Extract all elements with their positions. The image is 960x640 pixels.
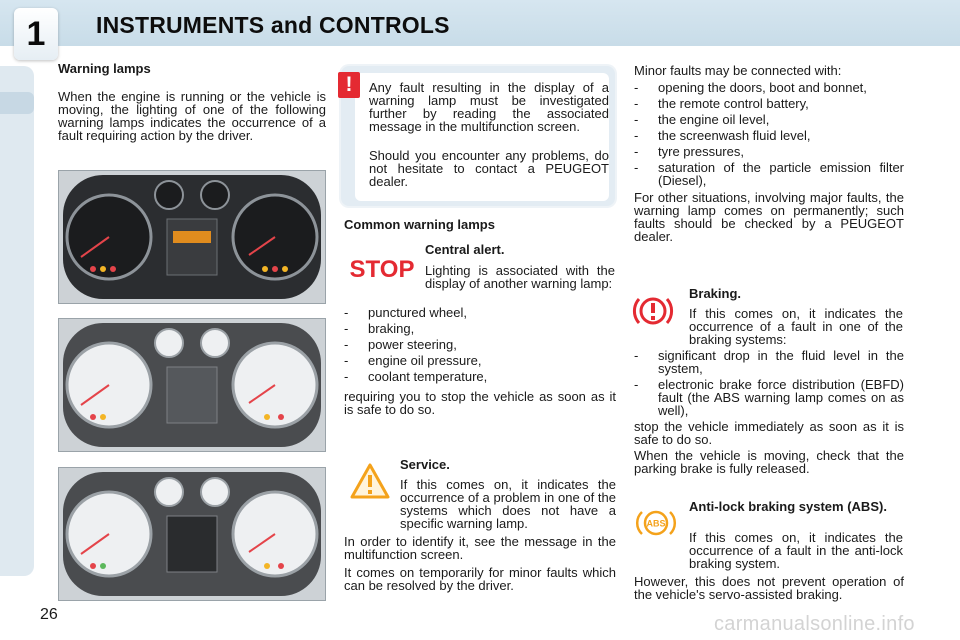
abs-paragraph-2: However, this does not prevent operation of the vehicle's servo-assisted braking.	[634, 574, 904, 602]
list-item: - power steering,	[344, 337, 457, 352]
brake-warning-icon	[632, 291, 674, 336]
list-item: - braking,	[344, 321, 415, 336]
list-item: - significant drop in the fluid level in the system,	[634, 348, 904, 376]
info-paragraph-2: Should you encounter any problems, do not hesitate to contact a PEUGEOT dealer.	[369, 148, 609, 189]
page-number: 26	[40, 606, 58, 623]
service-description: If this comes on, it indicates the occurrence of a problem in one of the systems which does not have a specific warning lamp.	[400, 477, 616, 531]
braking-list	[634, 349, 904, 420]
central-alert-list	[344, 306, 616, 386]
braking-paragraph-1: stop the vehicle immediately as soon as it is safe to do so.	[634, 419, 904, 447]
braking-paragraph-2: When the vehicle is moving, check that the parking brake is fully released.	[634, 448, 904, 476]
list-item: - opening the doors, boot and bonnet,	[634, 80, 867, 95]
list-item: - the engine oil level,	[634, 112, 770, 127]
stop-icon-text: STOP	[349, 256, 415, 283]
list-item: - electronic brake force distribution (EBFD) fault (the ABS warning lamp comes on as well),	[634, 377, 904, 418]
central-alert-title: Central alert.	[425, 242, 505, 257]
instrument-panel-image-2	[58, 318, 326, 452]
info-paragraph-1: Any fault resulting in the display of a warning lamp must be investigated further by reading the associated message in the multifunction screen.	[369, 80, 609, 134]
list-item: - engine oil pressure,	[344, 353, 482, 368]
sidebar-chapter-marker	[0, 92, 34, 114]
minor-faults-list	[634, 81, 904, 190]
service-paragraph-3: It comes on temporarily for minor faults which can be resolved by the driver.	[344, 565, 616, 593]
service-paragraph-2: In order to identify it, see the message in the multifunction screen.	[344, 534, 616, 562]
instrument-panel-image-3	[58, 467, 326, 601]
exclamation-icon: !	[338, 72, 360, 98]
abs-icon-text: ABS	[646, 518, 666, 529]
braking-description: If this comes on, it indicates the occurrence of a fault in one of the braking systems:	[689, 306, 903, 347]
warning-triangle-icon	[350, 463, 390, 504]
list-item: - saturation of the particle emission filter (Diesel),	[634, 160, 904, 188]
central-alert-after: requiring you to stop the vehicle as soon as it is safe to do so.	[344, 389, 616, 417]
stop-icon	[349, 254, 415, 287]
list-item: - punctured wheel,	[344, 305, 468, 320]
abs-warning-icon	[637, 506, 675, 545]
list-item: - tyre pressures,	[634, 144, 744, 159]
watermark[interactable]: carmanualsonline.info	[714, 613, 915, 635]
list-item: - the screenwash fluid level,	[634, 128, 811, 143]
instrument-panel-image-1	[58, 170, 326, 304]
page-title: INSTRUMENTS and CONTROLS	[96, 12, 450, 38]
minor-faults-after: For other situations, involving major faults, the warning lamp comes on permanently; such faults should be checked by a PEUGEOT dealer.	[634, 190, 904, 244]
warning-lamps-paragraph: When the engine is running or the vehicle is moving, the lighting of one of the following warning lamps indicates the occurrence of a fault requiring action by the driver.	[58, 89, 326, 143]
braking-title: Braking.	[689, 286, 742, 301]
sidebar	[0, 66, 34, 576]
chapter-number-tab: 1	[14, 8, 58, 60]
service-title: Service.	[400, 457, 450, 472]
abs-description: If this comes on, it indicates the occurrence of a fault in the anti-lock braking system.	[689, 530, 903, 571]
abs-title: Anti-lock braking system (ABS).	[689, 499, 887, 514]
list-item: - coolant temperature,	[344, 369, 488, 384]
warning-lamps-heading: Warning lamps	[58, 61, 151, 76]
common-warning-lamps-heading: Common warning lamps	[344, 217, 495, 232]
minor-faults-intro: Minor faults may be connected with:	[634, 63, 842, 78]
central-alert-description: Lighting is associated with the display of another warning lamp:	[425, 263, 615, 291]
list-item: - the remote control battery,	[634, 96, 809, 111]
